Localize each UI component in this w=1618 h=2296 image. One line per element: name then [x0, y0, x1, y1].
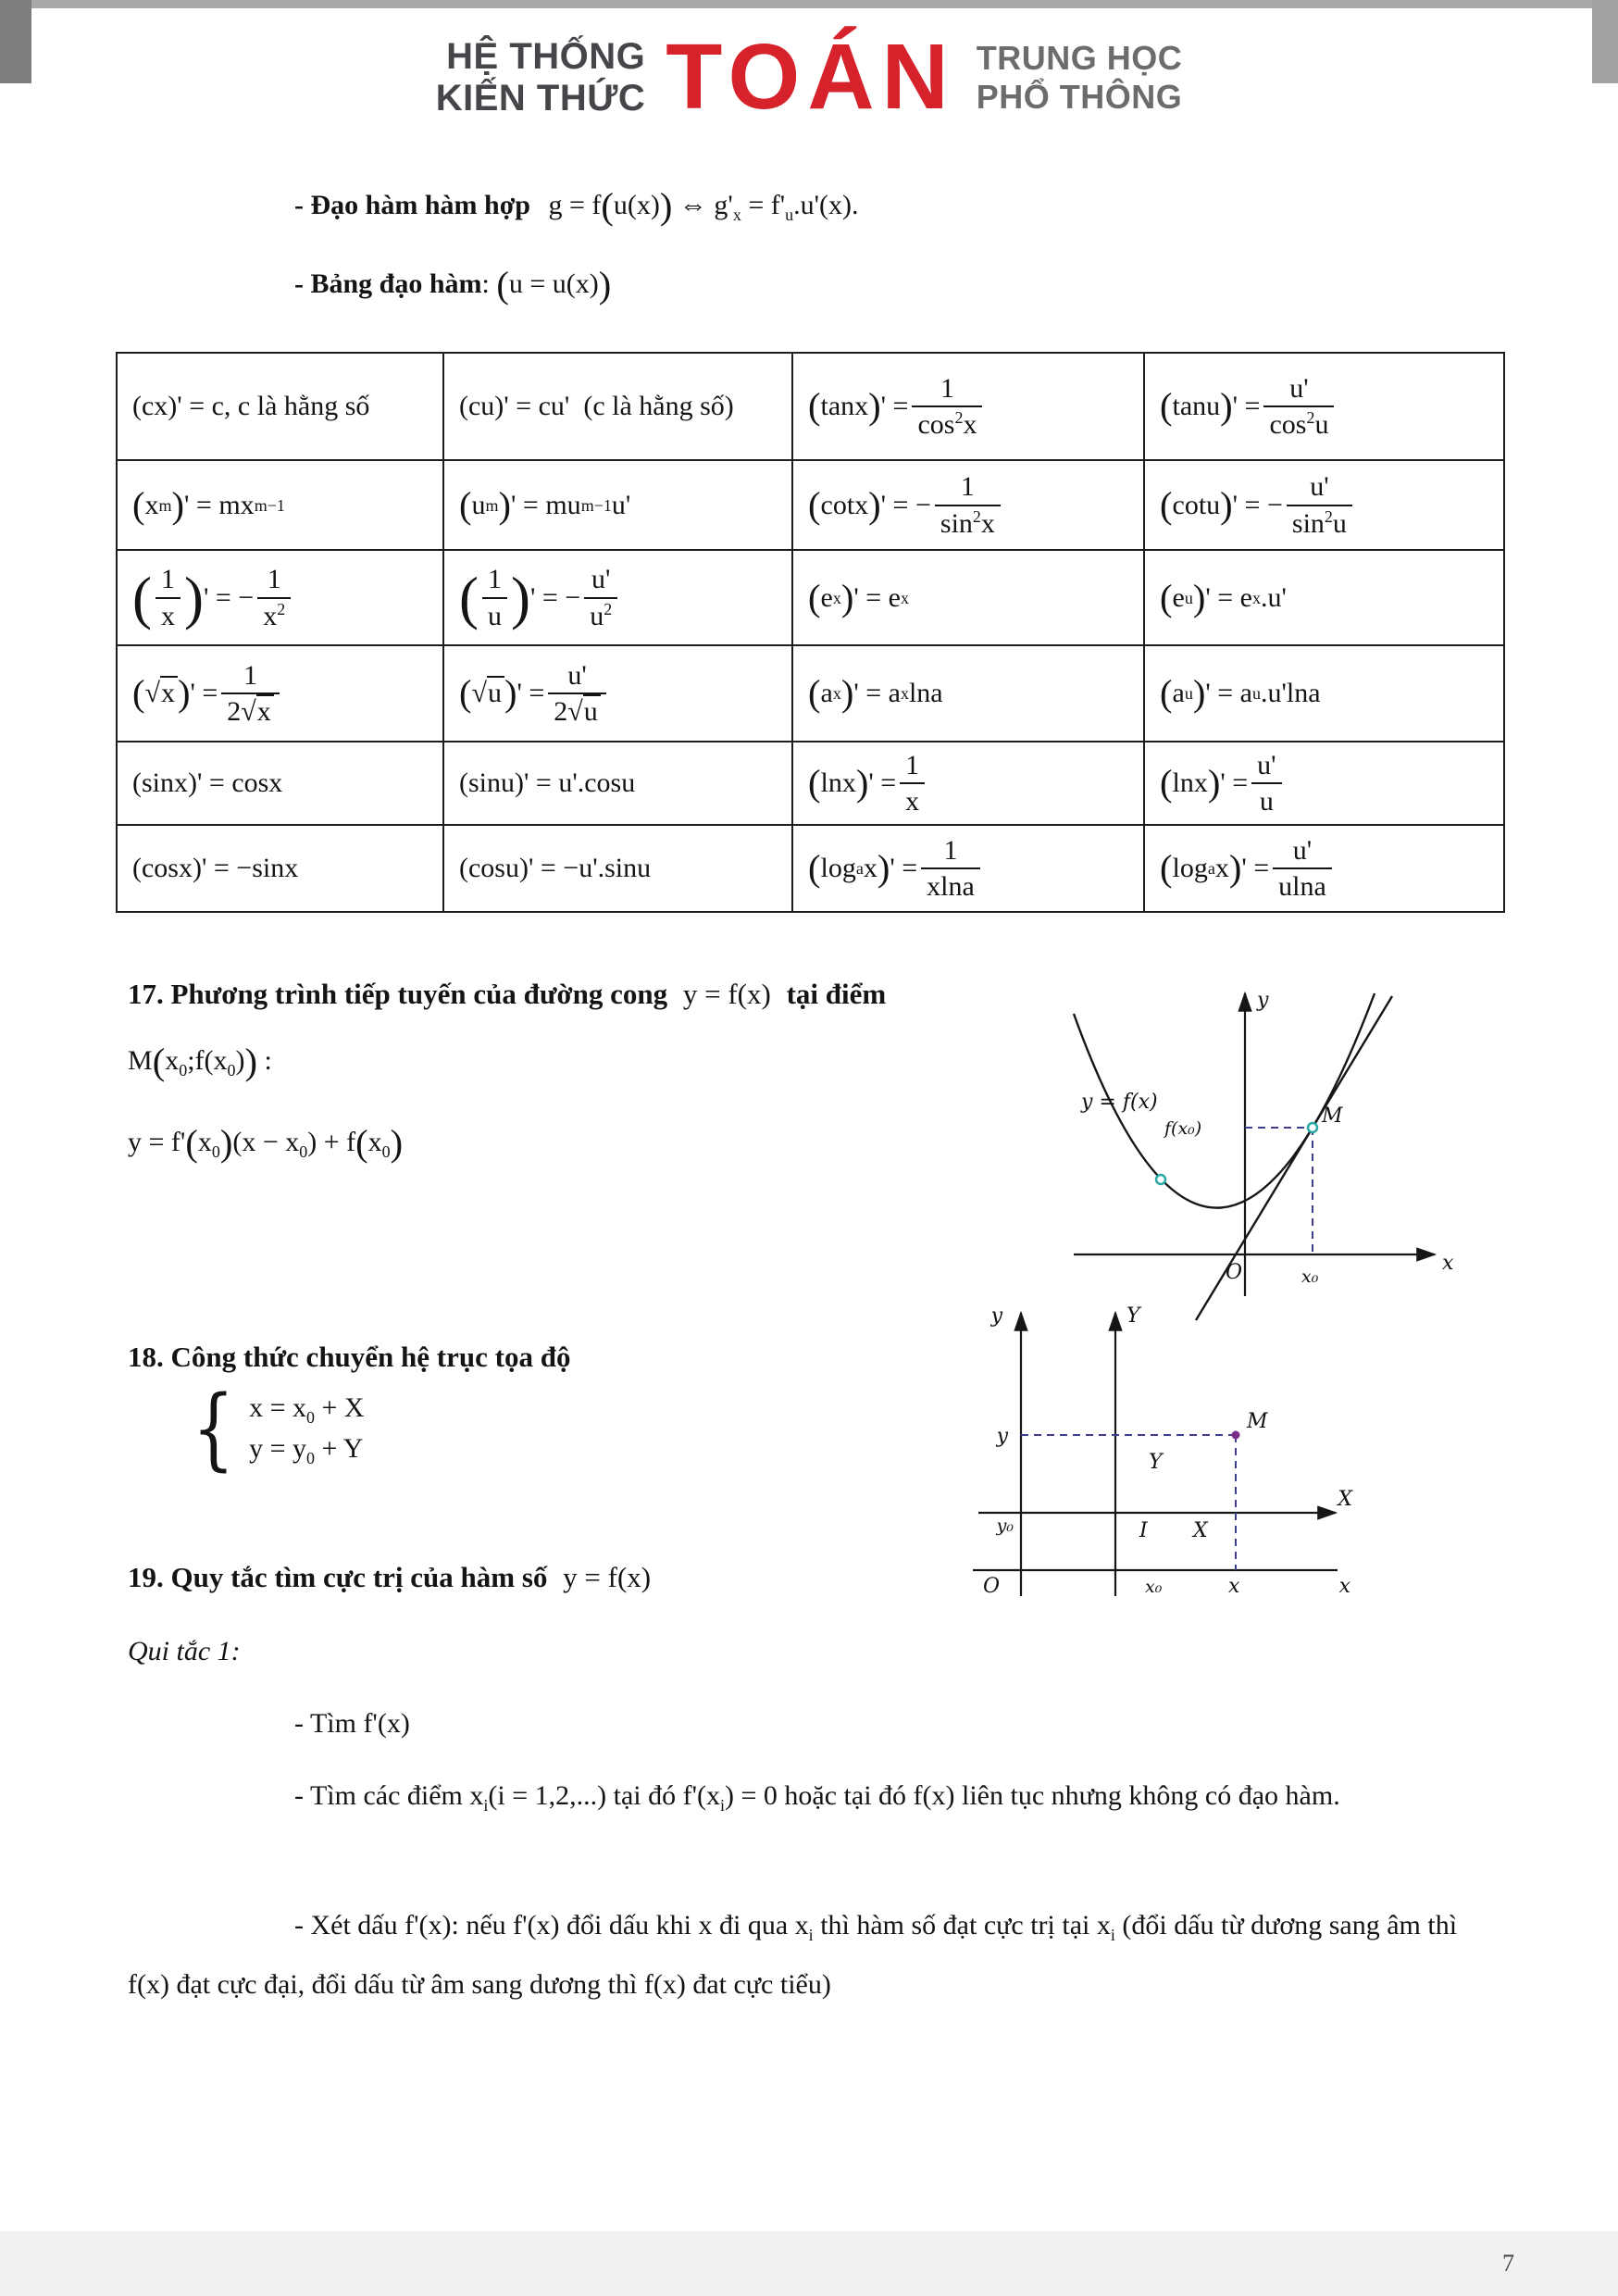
x0-label: x₀ — [1145, 1577, 1163, 1597]
derivative-cell: ( lnx ) ' = u' u — [1145, 742, 1503, 826]
y0-label: y₀ — [996, 1516, 1014, 1536]
derivative-cell: ( log a x ) ' = 1 xlna — [793, 826, 1145, 911]
section-18-heading — [128, 1339, 570, 1376]
section-19-heading — [128, 1559, 659, 1596]
composite-derivative-label: - Đạo hàm hàm hợp — [294, 190, 530, 220]
derivative-cell: ( 1 u ) ' = − u' $u^2$ — [444, 551, 793, 646]
derivative-cell: (cosx)' = −sinx — [118, 826, 444, 911]
section-17-heading-formula: y = f(x) — [682, 978, 771, 1010]
derivative-cell: ( tanx ) ' = 1 $\cos^2x$ — [793, 354, 1145, 461]
system-eq-2: $y = y_0 + Y$ — [249, 1433, 364, 1468]
fx0-label: f(x₀) — [1164, 1118, 1202, 1139]
logo — [0, 25, 1618, 129]
derivative-cell: (cosu)' = −u'.sinu — [444, 826, 793, 911]
x0-label: x₀ — [1301, 1267, 1319, 1287]
derivative-cell: ( cotx ) ' = − 1 $\sin^2x$ — [793, 461, 1145, 551]
derivative-cell: (cu)' = cu' (c là hằng số) — [444, 354, 793, 461]
logo-title: TOÁN — [666, 25, 956, 129]
page-number: 7 — [1502, 2250, 1514, 2277]
derivative-cell: ( lnx ) ' = 1 x — [793, 742, 1145, 826]
coordinate-translation-graph — [958, 1298, 1365, 1608]
x-coordinate-label: x — [1228, 1575, 1240, 1598]
curve-point-marker — [1156, 1175, 1165, 1184]
Y-coordinate-label: Y — [1149, 1451, 1163, 1474]
tangency-point-marker — [1308, 1123, 1317, 1132]
rule-step-find-derivative: - Tìm f'(x) — [294, 1708, 410, 1739]
derivative-cell: ( √u ) ' = u' 2√u — [444, 646, 793, 742]
X-coordinate-label: X — [1193, 1519, 1208, 1542]
y-coordinate-label: y — [996, 1425, 1008, 1448]
coordinate-system-equations — [185, 1377, 365, 1480]
y-axis-label: y — [1257, 989, 1269, 1012]
derivative-cell: (sinu)' = u'.cosu — [444, 742, 793, 826]
logo-right-line2: PHỔ THÔNG — [976, 77, 1183, 116]
derivative-cell: ( √x ) ' = 1 2√x — [118, 646, 444, 742]
section-17-heading — [128, 976, 886, 1013]
derivative-cell: ( log a x ) ' = u' ulna — [1145, 826, 1503, 911]
m-point-marker — [1232, 1431, 1240, 1440]
tangent-equation: $y = f'(x_0)(x - x_0) + f(x_0)$ — [128, 1121, 404, 1164]
footer-band — [0, 2231, 1618, 2296]
tangent-point-formula: $M(x_0;f(x_0))$ : — [128, 1040, 272, 1082]
derivative-cell: ( a x ) ' = a x lna — [793, 646, 1145, 742]
logo-right-line1: TRUNG HỌC — [976, 38, 1183, 77]
derivative-cell: ( 1 x ) ' = − 1 $x^2$ — [118, 551, 444, 646]
origin-label: O — [1226, 1261, 1243, 1284]
new-X-axis-label: X — [1338, 1488, 1352, 1511]
old-y-axis-label: y — [990, 1304, 1002, 1328]
logo-left-text — [436, 36, 646, 119]
tangent-graph — [1046, 977, 1462, 1333]
x-axis-label: x — [1442, 1252, 1454, 1275]
derivative-cell: (cx)' = c, c là hằng số — [118, 354, 444, 461]
logo-left-line1: HỆ THỐNG — [446, 35, 646, 77]
derivative-cell: ( x m ) ' = mx m−1 — [118, 461, 444, 551]
rule-step-find-points: - Tìm các điểm $x_i(i = 1,2,...)$ tại đó $f'(x_i) = 0$ hoặc tại đó f(x) liên tục nhưng không có đạo hàm. — [294, 1780, 1340, 1815]
section-17-heading-text: 17. Phương trình tiếp tuyến của đường cong — [128, 978, 668, 1010]
derivative-cell: ( e x ) ' = e x — [793, 551, 1145, 646]
logo-right-text — [977, 39, 1183, 117]
derivative-table — [116, 352, 1505, 913]
old-origin-label: O — [982, 1575, 1001, 1598]
derivative-table-caption — [294, 263, 612, 306]
rule-step-sign-check: - Xét dấu f'(x): nếu f'(x) đổi dấu khi x đi qua $x_i$ thì hàm số đạt cực trị tại $x_i$ (đổi dấu từ dương sang âm thì f(x) đạt cực đại, đổi dấu từ âm sang dương thì f(x) đat cực tiểu) — [128, 1910, 1458, 2000]
old-x-axis-label: x — [1338, 1575, 1350, 1598]
new-origin-label: I — [1139, 1519, 1148, 1542]
derivative-cell: ( cotu ) ' = − u' $\sin^2u$ — [1145, 461, 1503, 551]
section-17-heading-text2: tại điểm — [786, 978, 887, 1010]
derivative-cell: ( e u ) ' = e x .u' — [1145, 551, 1503, 646]
system-brace: { — [192, 1377, 235, 1480]
curve-label: y = f(x) — [1081, 1091, 1158, 1114]
derivative-table-note: : (u = u(x)) — [481, 263, 612, 306]
derivative-cell: ( u m ) ' = mu m−1 u' — [444, 461, 793, 551]
section-18-heading-text: 18. Công thức chuyển hệ trục tọa độ — [128, 1341, 571, 1373]
system-eq-1: $x = x_0 + X$ — [249, 1392, 365, 1428]
rule-1-title: Qui tắc 1: — [128, 1636, 241, 1666]
derivative-table-label: - Bảng đạo hàm — [294, 268, 482, 299]
derivative-cell: (sinx)' = cosx — [118, 742, 444, 826]
m-point-label: M — [1247, 1410, 1268, 1433]
section-19-heading-text: 19. Quy tắc tìm cực trị của hàm số — [128, 1561, 548, 1593]
composite-derivative-formula: g = f(u(x)) ⇔ $g'_x = f'_u.u'(x)$. — [548, 184, 859, 227]
derivative-cell: ( tanu ) ' = u' $\cos^2u$ — [1145, 354, 1503, 461]
section-19-heading-formula: y = f(x) — [563, 1561, 652, 1593]
m-point-label: M — [1322, 1104, 1343, 1128]
derivative-cell: ( a u ) ' = a u .u'lna — [1145, 646, 1503, 742]
scan-edge-top — [0, 0, 1618, 8]
new-Y-axis-label: Y — [1126, 1304, 1140, 1328]
composite-derivative-line — [294, 184, 859, 227]
logo-left-line2: KIẾN THỨC — [435, 77, 646, 119]
